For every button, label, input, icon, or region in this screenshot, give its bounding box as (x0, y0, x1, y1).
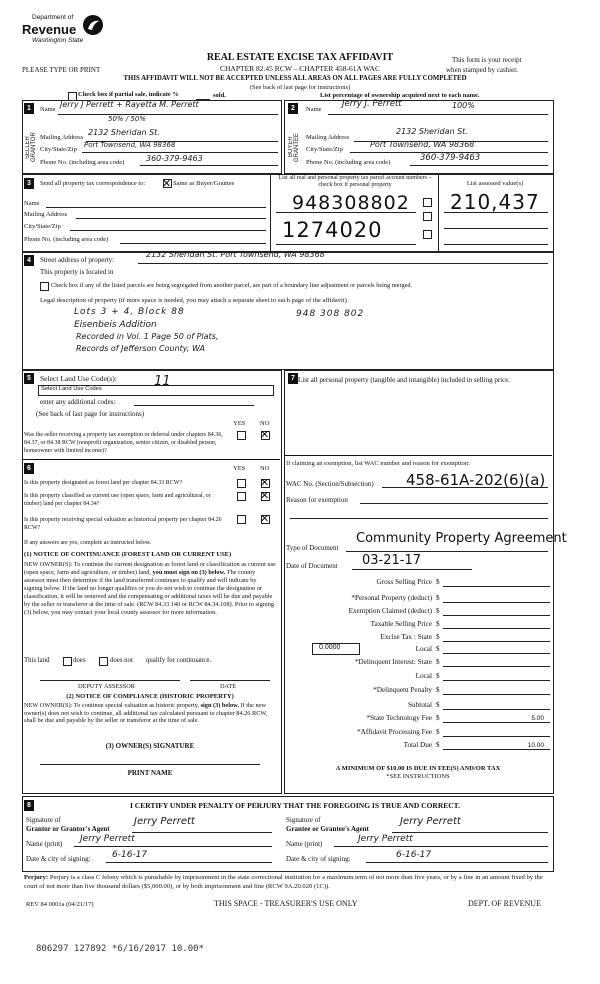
money-row-label: Local (415, 645, 432, 653)
send-correspondence-label: Send all property tax correspondence to: (40, 180, 146, 187)
dollar-sign: $ (436, 620, 440, 628)
segregated-label: Check box if any of the listed parcels are being segregated from another parcel, are part of a boundary line adjustment or parcels being merged. (51, 282, 413, 289)
does-checkbox[interactable] (63, 657, 72, 666)
money-row-line (443, 586, 550, 587)
if-yes-instruction: If any answers are yes, complete as instructed below. (24, 540, 152, 546)
perjury-notice (24, 874, 552, 891)
money-row-label: *State Technology Fee (366, 714, 432, 722)
money-row-label: Taxable Selling Price (370, 620, 432, 628)
perjury-label: Perjury: (24, 874, 49, 881)
money-row-label: *Delinquent Interest: State (354, 658, 432, 666)
wac-label: WAC No. (Section/Subsection) (286, 480, 374, 488)
partial-sale-label: Check box if partial sale, indicate % (78, 91, 179, 98)
grantor-signature[interactable]: Jerry Perrett (134, 816, 195, 827)
grantor-sig-label-a: Signature of (26, 816, 61, 824)
seller-percent-value[interactable]: 50% / 50% (108, 115, 146, 123)
grantee-name-label: Name (print) (286, 840, 323, 848)
grantee-date-value[interactable]: 6-16-17 (396, 850, 432, 860)
current-use-yes-checkbox[interactable] (237, 492, 246, 501)
money-row (290, 633, 550, 643)
parcel-1-personal-checkbox[interactable] (423, 198, 432, 207)
dollar-sign: $ (436, 594, 440, 602)
historic-no-check-icon: ✕ (260, 512, 270, 525)
local-rate-box[interactable] (312, 643, 360, 655)
date-label: DATE (220, 683, 237, 690)
money-row-label: Exemption Claimed (deduct) (348, 607, 432, 615)
section-3-number: 3 (24, 178, 34, 189)
parcel-3-personal-checkbox[interactable] (423, 230, 432, 239)
buyer-percent-value[interactable]: 100% (452, 101, 475, 110)
form-warning: THIS AFFIDAVIT WILL NOT BE ACCEPTED UNLESS ALL AREAS ON ALL PAGES ARE FULLY COMPLETED (123, 75, 467, 82)
buyer-phone-value[interactable]: 360-379-9463 (420, 153, 481, 163)
money-row-line (443, 736, 550, 737)
dept-of-revenue-label: DEPT. OF REVENUE (468, 899, 541, 908)
legal-line-2[interactable]: Eisenbeis Addition (74, 320, 157, 330)
money-row (290, 672, 550, 682)
seller-name-label: Name (40, 106, 56, 113)
local-rate-value: 0.0000 (319, 644, 341, 651)
money-row-line (443, 680, 550, 681)
forest-land-question: Is this property designated as forest land per chapter 84.33 RCW? (24, 480, 183, 486)
money-row (290, 594, 550, 604)
notice-compliance-b: sign (3) below. (200, 702, 239, 709)
receipt-line-1: This form is your receipt (452, 56, 522, 64)
parcel-1-value[interactable]: 948308802 (292, 192, 410, 214)
cashier-stamp: 806297 127892 *6/16/2017 10.00* (36, 944, 204, 954)
money-row-value[interactable]: 10.00 (527, 742, 544, 749)
dollar-sign: $ (436, 741, 440, 749)
perjury-text: Perjury is a class C felony which is punishable by imprisonment in the state correctional institution for a maximum term of not more than five years, or by a fine in an amount fixed by the court of not more than five thousand dollars ($5,000.00), or by both imprisonment and fine (RCW 9A.20.020 (1C)). (24, 874, 543, 890)
sold-label: sold. (213, 92, 226, 99)
buyer-name-label: Name (306, 106, 322, 113)
money-row (290, 728, 550, 738)
legal-parcel[interactable]: 948 308 802 (296, 309, 365, 319)
parcel-list-header: List all real and personal property tax parcel account numbers – check box if personal property (278, 175, 432, 188)
section-5-number: 5 (24, 373, 34, 384)
land-use-code-value[interactable]: 11 (154, 374, 171, 389)
street-address-label: Street address of property: (40, 256, 115, 264)
notice-continuance-text (24, 561, 276, 617)
forest-no-check-icon: ✕ (260, 476, 270, 489)
historic-question: Is this property receiving special valuation as historical property per chapter 84.26 RCW? (24, 517, 222, 531)
this-land-label: This land (24, 657, 50, 664)
document-type-label: Type of Document (286, 544, 339, 552)
street-address-value[interactable]: 2132 Sheridan St. Port Townsend, WA 98368 (146, 250, 325, 259)
buyer-city-label: City/State/Zip (306, 146, 343, 153)
does-not-label: does not (110, 657, 133, 664)
segregated-checkbox[interactable] (40, 282, 49, 291)
current-use-no-check-icon: ✕ (260, 489, 270, 502)
dollar-sign: $ (436, 672, 440, 680)
exemption-question: Was the seller receiving a property tax exemption or deferral under chapters 84.36, 84.37, or 84.38 RCW (nonprofit organization, senior citizen, or disabled person, homeowner with limited income)? (24, 432, 223, 454)
land-use-select-value: Select Land Use Codes (41, 386, 102, 392)
money-row-line (443, 749, 550, 750)
sec3-phone-label: Phone No. (including area code) (24, 236, 109, 243)
revenue-logo-icon (82, 14, 104, 36)
money-row (290, 714, 550, 724)
qualify-label: qualify for continuance. (146, 657, 212, 664)
notice-compliance-c: If the new owner(s) does not wish to continue, all additional tax calculated pursuant to chapter 84.26 RCW, shall be due and payable by the seller or transferor at the time of sale. (24, 702, 268, 725)
logo (22, 14, 102, 52)
buyer-name-value[interactable]: Jerry J. Perrett (342, 99, 402, 109)
notice-continuance-b: you must sign on (3) below. (152, 569, 226, 576)
money-row-line (443, 615, 550, 616)
property-located-label: This property is located in (40, 268, 114, 276)
grantee-sig-label-a: Signature of (286, 816, 321, 824)
money-row-label: Local (415, 672, 432, 680)
additional-codes-label: enter any additional codes: (40, 398, 116, 406)
legal-line-3[interactable]: Recorded in Vol. 1 Page 50 of Plats, (76, 332, 219, 341)
money-row-line (443, 602, 550, 603)
legal-line-1[interactable]: Lots 3 + 4, Block 88 (74, 307, 185, 317)
section-8-number: 8 (24, 800, 34, 811)
notice-compliance-title: (2) NOTICE OF COMPLIANCE (HISTORIC PROPERTY) (66, 693, 234, 700)
seller-phone-label: Phone No. (including area code) (40, 159, 125, 166)
section-2-number: 2 (288, 103, 298, 114)
seller-city-value[interactable]: Port Townsend, WA 98368 (84, 141, 176, 149)
seller-phone-value[interactable]: 360-379-9463 (146, 154, 203, 163)
legal-line-4[interactable]: Records of Jefferson County, WA (76, 344, 205, 353)
buyer-city-value[interactable]: Port Townsend, WA 98368 (370, 140, 475, 149)
logo-state: Washington State (32, 37, 84, 44)
see-instructions-note: *SEE INSTRUCTIONS (386, 773, 450, 780)
dollar-sign: $ (436, 658, 440, 666)
dollar-sign: $ (436, 686, 440, 694)
buyer-phone-label: Phone No. (including area code) (306, 159, 391, 166)
sec6-yes-header: YES (233, 465, 246, 472)
money-row-label: *Affidavit Processing Fee (357, 728, 432, 736)
money-row-line (443, 666, 550, 667)
buyer-address-value[interactable]: 2132 Sheridan St. (396, 127, 468, 136)
current-use-question: Is this property classified as current use (open space, farm and agricultural, or timber) land per chapter 84.34? (24, 493, 211, 507)
receipt-line-2: when stamped by cashier. (446, 66, 518, 74)
personal-property-label: List all personal property (tangible and intangible) included in selling price. (298, 376, 511, 384)
money-row-line (443, 694, 550, 695)
exemption-yes-checkbox[interactable] (237, 431, 246, 440)
assessed-value-1[interactable]: 210,437 (450, 190, 540, 214)
notice-continuance-a: NEW OWNER(S): To continue the current designation as forest land or classification as current use (open space, farm and agriculture, or timber) land, (24, 561, 276, 576)
notice-continuance-c: The county assessor must then determine if the land transferred continues to qualify and will indicate by signing below. If the land no longer qualifies or you do not wish to continue the designation or classification, it will be removed and the compensating or additional taxes will be due and payable by the seller or transferor at the time of sale. (RCW 84.33.140 or RCW 84.34.108). Prior to signing (3) below, you may contact your local county assessor for more information. (24, 569, 275, 616)
sec3-address-label: Mailing Address (24, 211, 68, 218)
dollar-sign: $ (436, 645, 440, 653)
forest-yes-checkbox[interactable] (237, 479, 246, 488)
exemption-claim-label: If claiming an exemption, list WAC number and reason for exemption: (286, 460, 470, 467)
parcel-2-personal-checkbox[interactable] (423, 212, 432, 221)
sec6-no-header: NO (260, 465, 270, 472)
document-type-value[interactable]: Community Property Agreement (356, 531, 567, 546)
section-7-number: 7 (288, 373, 298, 384)
does-not-checkbox[interactable] (99, 657, 108, 666)
money-row-value[interactable]: 5.00 (531, 715, 544, 722)
buyer-side-label: BUYER GRANTEE (288, 132, 300, 162)
buyer-address-label: Mailing Address (306, 134, 350, 141)
wac-value[interactable]: 458-61A-202(6)(a) (406, 471, 546, 489)
dollar-sign: $ (436, 633, 440, 641)
money-row-label: *Personal Property (deduct) (351, 594, 432, 602)
form-revision: REV 84 0001a (04/21/17) (26, 901, 94, 908)
list-percentage: List percentage of ownership acquired next to each name. (320, 92, 480, 99)
form-title: REAL ESTATE EXCISE TAX AFFIDAVIT (206, 52, 394, 63)
grantee-date-label: Date & city of signing: (286, 855, 351, 863)
money-row-label: Subtotal (408, 701, 432, 709)
sec5-yes-header: YES (233, 420, 246, 427)
section-1-number: 1 (24, 103, 34, 114)
section-6-number: 6 (24, 463, 34, 474)
money-row (290, 578, 550, 588)
grantor-date-label: Date & city of signing: (26, 855, 91, 863)
grantee-signature[interactable]: Jerry Perrett (400, 816, 461, 827)
print-name-label: PRINT NAME (127, 769, 173, 777)
see-back: (See back of last page for instructions) (249, 84, 351, 91)
sec3-name-label: Name (24, 200, 40, 207)
dollar-sign: $ (436, 701, 440, 709)
seller-side-label: SELLER GRANTOR (25, 132, 37, 162)
money-row-label: Excise Tax : State (380, 633, 432, 641)
notice-compliance-text (24, 702, 276, 725)
does-label: does (73, 657, 86, 664)
money-row-line (443, 709, 550, 710)
money-row-label: Total Due (403, 741, 432, 749)
dollar-sign: $ (436, 578, 440, 586)
grantor-name-label: Name (print) (26, 840, 63, 848)
money-row-label: Gross Selling Price (376, 578, 432, 586)
sec5-no-header: NO (260, 420, 270, 427)
same-as-buyer-label: Same as Buyer/Grantee (173, 180, 235, 187)
same-as-buyer-check-icon: ✕ (162, 177, 172, 190)
grantee-sig-label-b: Grantee or Grantee's Agent (286, 825, 369, 833)
dollar-sign: $ (436, 714, 440, 722)
parcel-2-value[interactable]: 1274020 (282, 218, 383, 242)
deputy-assessor-label: DEPUTY ASSESSOR (78, 683, 135, 690)
grantor-name-value[interactable]: Jerry Perrett (80, 834, 135, 844)
owner-signature-label: (3) OWNER(S) SIGNATURE (105, 742, 195, 750)
sec3-city-label: City/State/Zip (24, 223, 61, 230)
assessed-value-header: List assessed value(s) (466, 180, 524, 187)
logo-revenue: Revenue (22, 22, 77, 37)
seller-address-value[interactable]: 2132 Sheridan St. (88, 128, 160, 137)
money-row (290, 658, 550, 668)
notice-continuance-title: (1) NOTICE OF CONTINUANCE (FOREST LAND OR CURRENT USE) (24, 551, 232, 558)
seller-city-label: City/State/Zip (40, 146, 77, 153)
money-row-line (443, 653, 550, 654)
section-4-number: 4 (24, 255, 34, 266)
reason-label: Reason for exemption (286, 496, 348, 504)
form-chapter: CHAPTER 82.45 RCW – CHAPTER 458-61A WAC (220, 64, 380, 73)
money-row (290, 741, 550, 751)
document-date-value[interactable]: 03-21-17 (362, 553, 422, 568)
treasurer-use-label: THIS SPACE - TREASURER'S USE ONLY (214, 899, 358, 908)
dollar-sign: $ (436, 728, 440, 736)
money-row (290, 701, 550, 711)
legal-description-label: Legal description of property (if more space is needed, you may attach a separate sheet to each page of the affidavit) (40, 297, 347, 304)
notice-compliance-a: NEW OWNER(S): To continue special valuation as historic property, (24, 702, 200, 709)
document-date-label: Date of Document (286, 562, 338, 570)
seller-name-value[interactable]: Jerry J Perrett + Rayetta M. Perrett (60, 100, 199, 109)
grantee-name-value[interactable]: Jerry Perrett (358, 834, 413, 844)
land-use-label: Select Land Use Code(s): (40, 374, 117, 383)
money-row (290, 607, 550, 617)
money-row (290, 620, 550, 630)
money-row-label: *Delinquent Penalty (373, 686, 432, 694)
money-row-line (443, 628, 550, 629)
grantor-sig-label-b: Grantor or Grantor's Agent (26, 825, 110, 833)
please-type: PLEASE TYPE OR PRINT (22, 66, 101, 74)
grantor-date-value[interactable]: 6-16-17 (112, 850, 148, 860)
historic-yes-checkbox[interactable] (237, 515, 246, 524)
dollar-sign: $ (436, 607, 440, 615)
seller-address-label: Mailing Address (40, 134, 84, 141)
money-row-line (443, 641, 550, 642)
logo-dept-of: Department of (32, 14, 74, 21)
money-row (290, 686, 550, 696)
certify-statement: I CERTIFY UNDER PENALTY OF PERJURY THAT THE FOREGOING IS TRUE AND CORRECT. (129, 801, 460, 810)
money-row-line (443, 722, 550, 723)
minimum-due-note: A MINIMUM OF $10.00 IS DUE IN FEE(S) AND/OR TAX (335, 765, 501, 772)
land-use-see-back: (See back of last page for instructions) (36, 410, 145, 418)
exemption-no-check-icon: ✕ (260, 428, 270, 441)
